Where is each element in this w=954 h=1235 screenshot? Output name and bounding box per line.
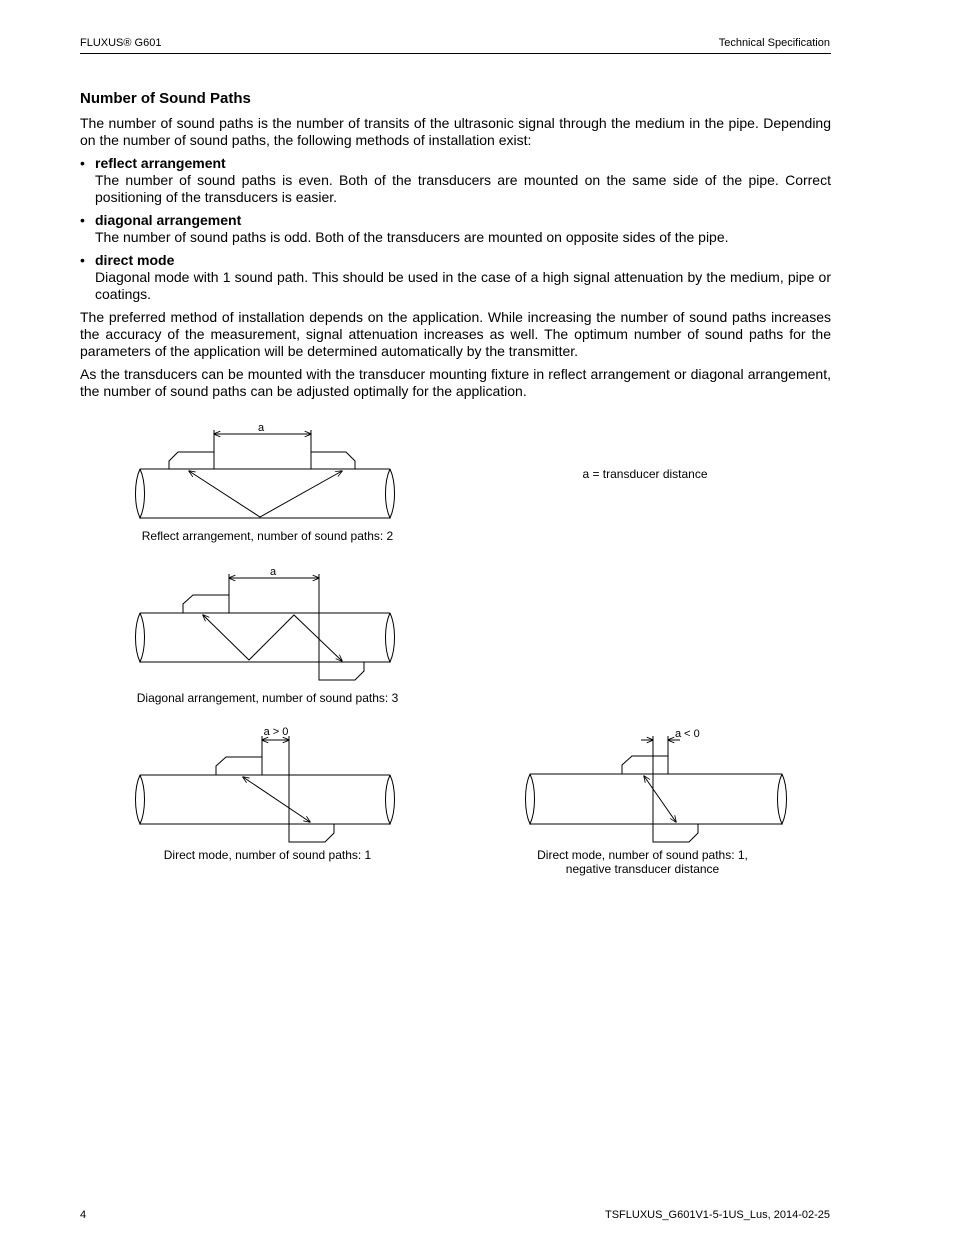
intro-paragraph: The number of sound paths is the number of transits of the ultrasonic signal through the medium in the pipe. Depending on the number of sound paths, the following methods of installation exist:	[80, 115, 831, 148]
method-term: • diagonal arrangement	[95, 212, 242, 228]
header-section: Technical Specification	[718, 37, 830, 49]
transducer	[289, 824, 334, 842]
method-description: The number of sound paths is even. Both of the transducers are mounted on the same side of the pipe. Correct positioning of the transducers is easier.	[95, 172, 831, 205]
dimension-label: a > 0	[263, 726, 289, 738]
transducer	[183, 595, 229, 613]
sound-path	[644, 776, 676, 822]
page-number: 4	[80, 1209, 87, 1221]
caption-line: negative transducer distance	[565, 862, 720, 876]
direct-mode-diagram	[136, 736, 395, 842]
pipe-section	[136, 469, 395, 518]
section-title: Number of Sound Paths	[80, 90, 251, 107]
method-description: The number of sound paths is odd. Both of the transducers are mounted on opposite sides of the pipe.	[95, 229, 729, 245]
figure-caption: Reflect arrangement, number of sound paths: 2	[141, 529, 394, 543]
dimension-label: a	[269, 566, 277, 578]
transducer	[169, 452, 214, 469]
header-product: FLUXUS® G601	[80, 37, 162, 49]
caption-line: Direct mode, number of sound paths: 1,	[537, 848, 748, 862]
mounting-paragraph: As the transducers can be mounted with the transducer mounting fixture in reflect arrangement or diagonal arrangement, the number of sound paths can be adjusted optimally for the application.	[80, 366, 831, 399]
sound-path	[189, 471, 342, 517]
direct-mode-negative-diagram	[526, 736, 787, 842]
pipe-section	[526, 774, 787, 824]
method-description: Diagonal mode with 1 sound path. This should be used in the case of a high signal attenuation by the medium, pipe or coatings.	[95, 269, 831, 302]
dimension-label: a	[257, 422, 265, 434]
figure-caption: Diagonal arrangement, number of sound paths: 3	[136, 691, 399, 705]
figure-caption: Direct mode, number of sound paths: 1	[163, 848, 372, 862]
preferred-method-paragraph: The preferred method of installation depends on the application. While increasing the number of sound paths increases the accuracy of the measurement, signal attenuation increases as well. The optimum number of sound paths for the parameters of the application will be determined automatically by the transmitter.	[80, 309, 831, 359]
reflect-arrangement-diagram	[136, 430, 395, 518]
diagonal-arrangement-diagram	[136, 574, 395, 680]
document-id: TSFLUXUS_G601V1-5-1US_Lus, 2014-02-25	[604, 1209, 830, 1221]
pipe-section	[136, 613, 395, 662]
transducer	[216, 757, 262, 775]
pipe-section	[136, 775, 395, 824]
legend-text: a = transducer distance	[582, 467, 708, 481]
figure-caption	[505, 848, 780, 876]
sound-path	[203, 615, 342, 661]
transducer	[311, 452, 355, 469]
transducer	[622, 756, 668, 774]
transducer	[653, 824, 698, 842]
method-term: • direct mode	[95, 252, 175, 268]
dimension-label: a < 0	[675, 728, 700, 740]
transducer	[319, 662, 364, 680]
method-term: • reflect arrangement	[95, 155, 226, 171]
sound-path	[243, 777, 310, 822]
